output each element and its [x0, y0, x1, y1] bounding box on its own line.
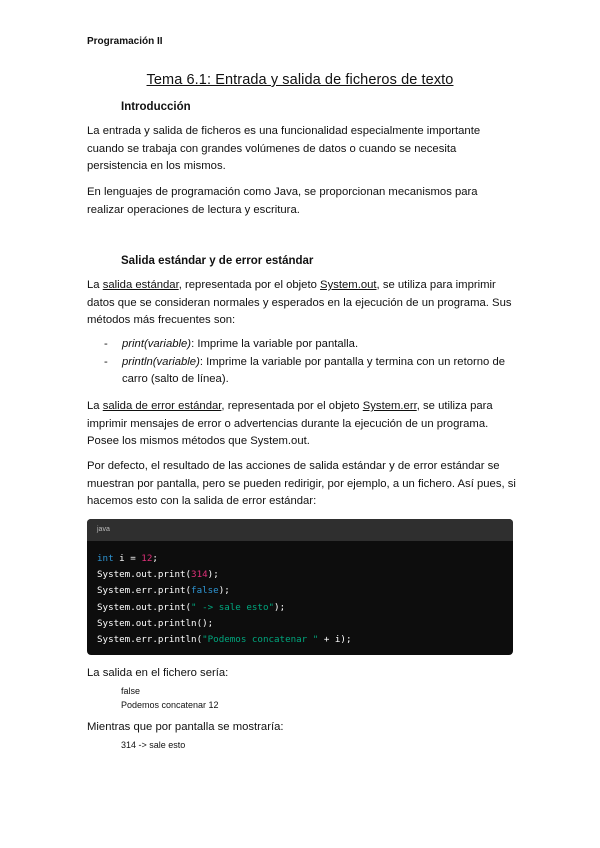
- text-span: , se utiliza para imprimir datos que se consideran normales y esperados en la ejecución de un programa. Sus métodos más frecuentes son:: [87, 279, 512, 326]
- text-span: , representada por el objeto: [221, 400, 363, 412]
- list-item: [87, 354, 517, 389]
- code-line: [97, 567, 513, 583]
- text-span: , se utiliza para imprimir mensajes de error o advertencias durante la ejecución de un programa. Posee los mismos métodos que System.out.: [87, 400, 493, 447]
- code-text: System.out.print(: [97, 601, 192, 613]
- code-line: [97, 632, 513, 648]
- file-output-line: false: [121, 686, 141, 696]
- code-text: System.err.print(: [97, 585, 192, 597]
- code-string: " -> sale esto": [191, 601, 275, 613]
- intro-paragraph-1: La entrada y salida de ficheros es una funcionalidad especialmente importante cuando se trabaja con grandes volúmenes de datos o cuando se necesita persistencia en los mismos.: [87, 125, 481, 172]
- redirect-paragraph: Por defecto, el resultado de las acciones de salida estándar y de error estándar se muestran por pantalla, pero se pueden redirigir, por ejemplo, a un fichero. Así pues, si hacemos esto con la salida de error estándar:: [87, 460, 516, 507]
- text-span: La: [87, 400, 103, 412]
- code-number: 12: [141, 553, 153, 564]
- methods-list: [87, 336, 517, 389]
- code-language-label: java: [87, 519, 513, 541]
- code-keyword: int: [97, 553, 114, 564]
- method-desc: : Imprime la variable por pantalla.: [191, 338, 359, 350]
- code-text: );: [207, 569, 219, 581]
- stdout-term: salida estándar: [102, 279, 179, 291]
- stdout-paragraph: [87, 277, 517, 330]
- list-dash: -: [104, 355, 108, 368]
- code-string: "Podemos concatenar ": [202, 634, 319, 646]
- page-header: Programación II: [87, 36, 163, 47]
- method-name: print(variable): [122, 338, 192, 350]
- code-number: 314: [191, 569, 208, 581]
- screen-output-line: 314 -> sale esto: [121, 740, 186, 750]
- file-output-line: Podemos concatenar 12: [121, 700, 219, 710]
- code-text: + i);: [318, 634, 352, 646]
- intro-paragraph-2: En lenguajes de programación como Java, se proporcionan mecanismos para realizar operaciones de lectura y escritura.: [87, 186, 478, 216]
- list-dash: -: [104, 338, 108, 350]
- method-name: println(variable): [122, 355, 200, 368]
- system-err-term: System.err: [362, 400, 417, 412]
- system-out-term: System.out: [320, 279, 377, 291]
- code-line: [97, 600, 513, 616]
- text-span: La: [87, 279, 103, 291]
- code-content: [87, 541, 513, 648]
- section-heading-output: Salida estándar y de error estándar: [121, 255, 314, 267]
- code-text: System.out.print(: [97, 569, 192, 581]
- list-item: [87, 336, 517, 354]
- file-output-label: La salida en el fichero sería:: [87, 667, 229, 679]
- code-block: [87, 519, 513, 655]
- method-desc: : Imprime la variable por pantalla y termina con un retorno de carro (salto de línea).: [122, 355, 506, 385]
- code-line: System.out.println();: [97, 617, 214, 629]
- screen-output-label: Mientras que por pantalla se mostraría:: [87, 721, 284, 733]
- code-text: System.err.println(: [97, 634, 203, 646]
- code-text: ;: [152, 553, 158, 564]
- document-title: Tema 6.1: Entrada y salida de ficheros de texto: [146, 72, 454, 88]
- code-text: i =: [113, 553, 142, 564]
- code-line: [97, 583, 513, 599]
- stderr-paragraph: [87, 398, 517, 451]
- code-line: [97, 551, 513, 567]
- text-span: , representada por el objeto: [178, 279, 321, 291]
- code-text: );: [274, 601, 286, 613]
- intro-heading: Introducción: [121, 101, 191, 113]
- code-text: );: [218, 585, 230, 597]
- code-keyword: false: [191, 585, 219, 597]
- stderr-term: salida de error estándar: [102, 400, 222, 412]
